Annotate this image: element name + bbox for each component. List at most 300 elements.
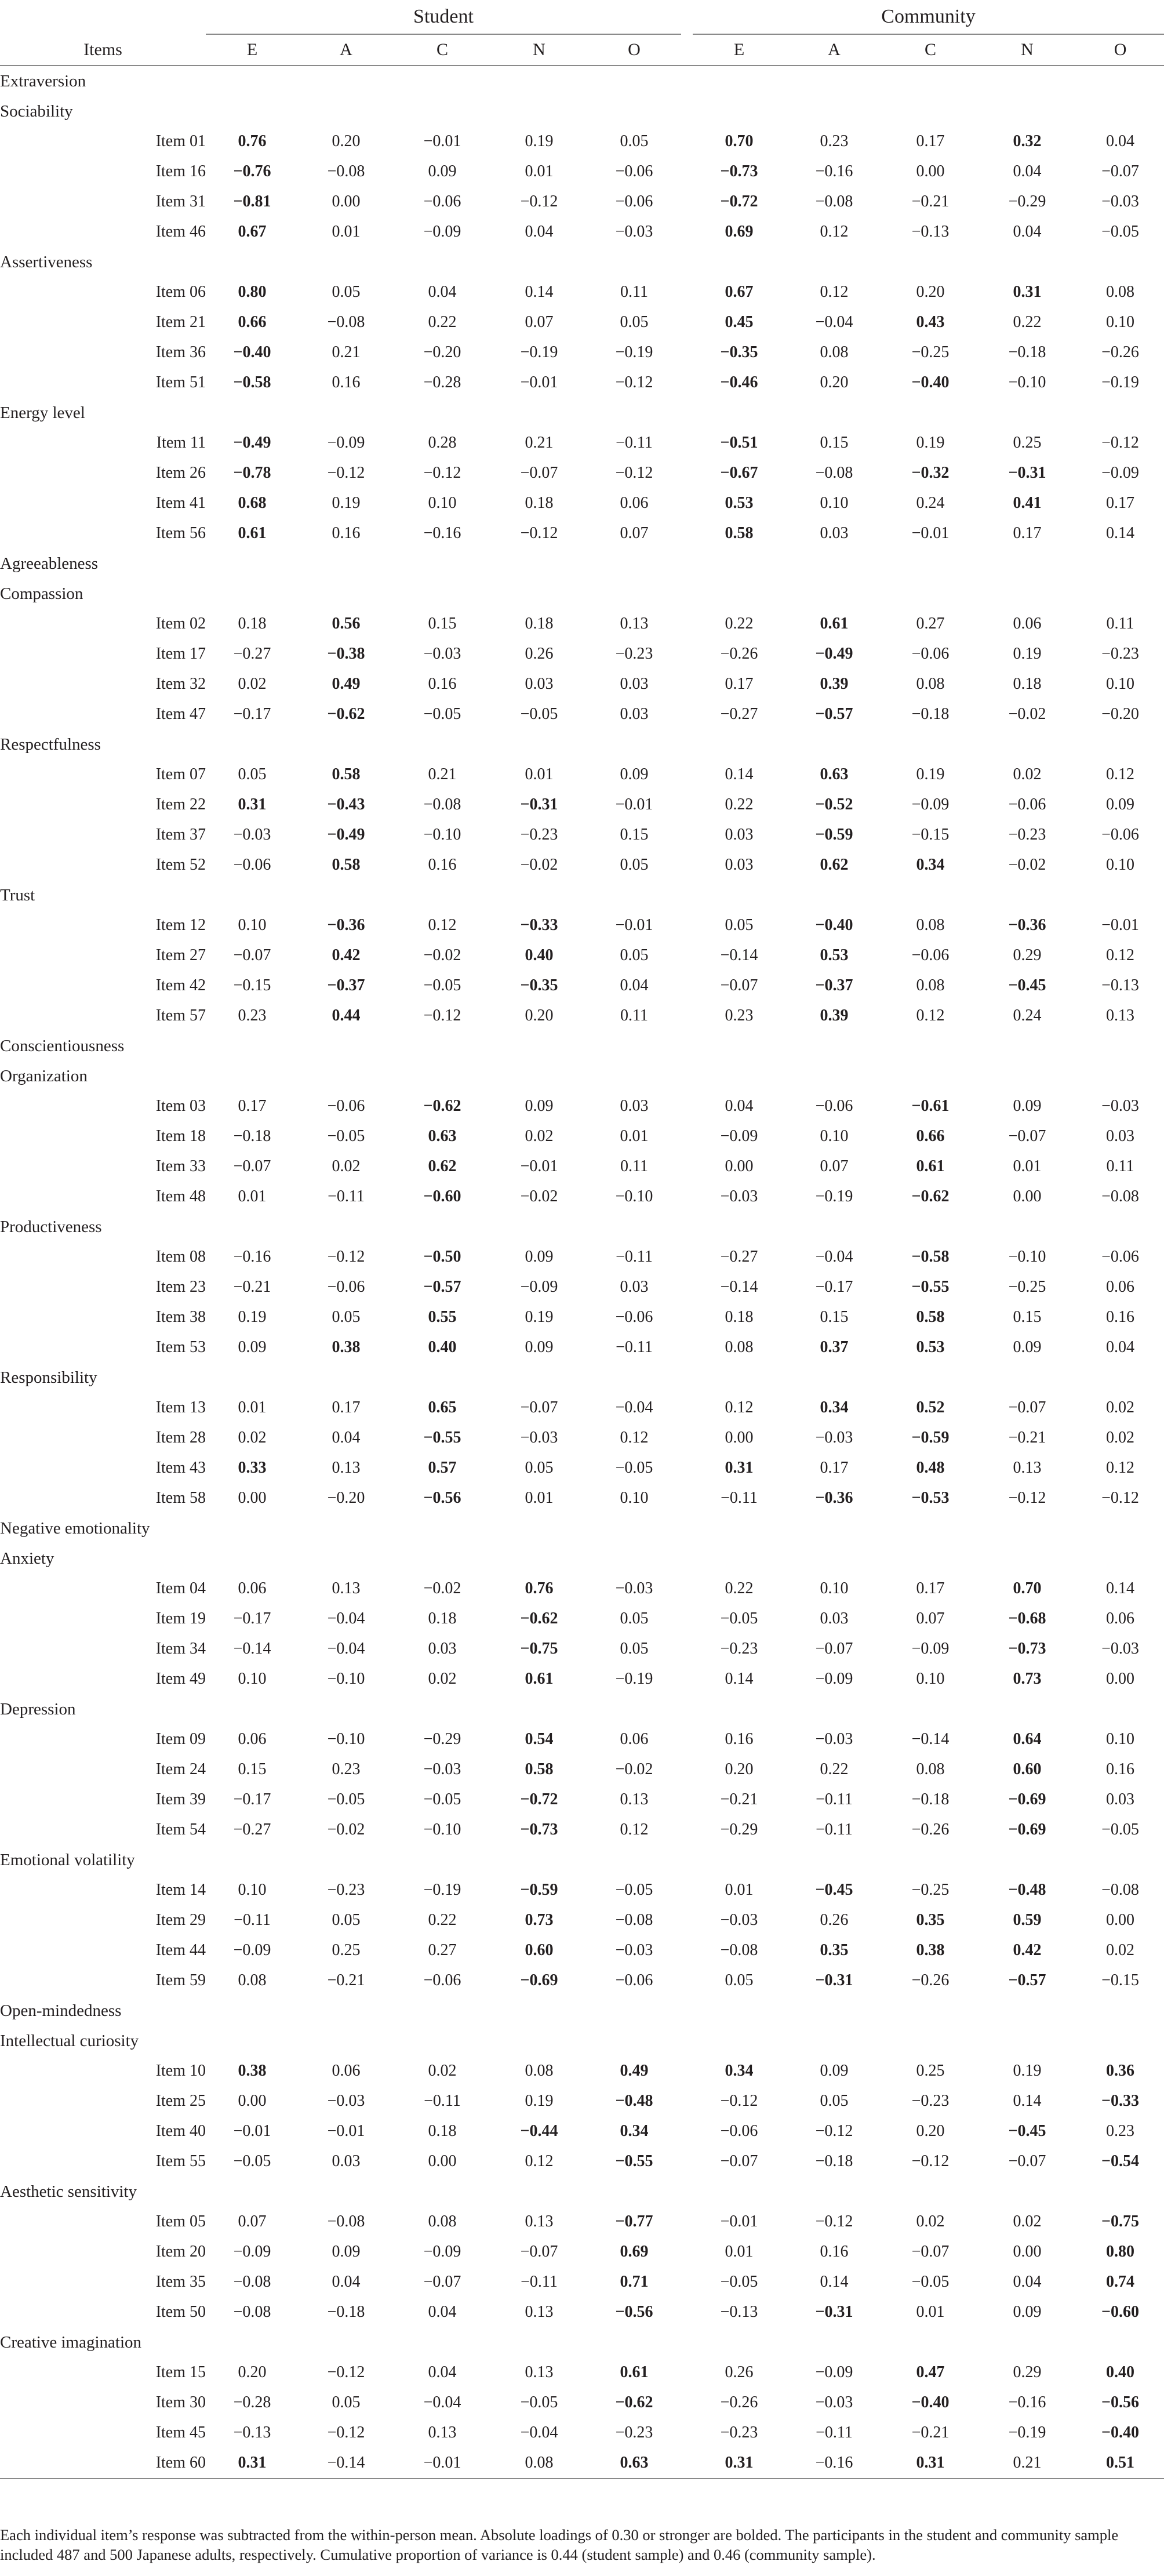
cell-gap — [681, 1242, 693, 1272]
loading-cell: −0.03 — [233, 826, 271, 844]
loading-cell: −0.06 — [615, 192, 653, 210]
loading-cell: 0.45 — [725, 313, 754, 331]
cell-gap — [681, 2237, 693, 2267]
loading-cell: 0.01 — [238, 1187, 267, 1205]
cell-gap — [681, 428, 693, 458]
facet-row — [0, 398, 1164, 428]
loading-cell: 0.31 — [206, 2448, 299, 2479]
loading-cell: 0.63 — [428, 1127, 457, 1145]
loading-cell: −0.75 — [520, 1640, 558, 1658]
loading-cell: 0.61 — [238, 524, 267, 542]
loading-cell: 0.53 — [725, 494, 754, 512]
item-row — [0, 1724, 1164, 1754]
loading-cell: 0.05 — [620, 856, 649, 874]
loading-cell: −0.07 — [233, 1157, 271, 1175]
facet-row — [0, 729, 1164, 760]
loading-cell: 0.16 — [1106, 1760, 1135, 1778]
group-gap — [681, 0, 693, 35]
item-row — [0, 1091, 1164, 1121]
loading-cell: −0.02 — [423, 946, 461, 964]
loading-cell: −0.11 — [328, 1187, 365, 1205]
item-row — [0, 760, 1164, 790]
loading-cell: −0.23 — [1008, 826, 1046, 844]
group-label: Community — [693, 0, 1164, 35]
loading-cell: 0.17 — [1013, 524, 1042, 542]
loading-cell: 0.10 — [1106, 675, 1135, 693]
loading-cell: 0.05 — [620, 1609, 649, 1627]
loading-cell: 0.09 — [428, 162, 457, 180]
loading-cell: 0.12 — [916, 1007, 945, 1024]
loading-cell: 0.14 — [525, 283, 554, 301]
item-label: Item 13 — [155, 1398, 206, 1416]
loading-cell: 0.25 — [916, 2062, 945, 2080]
loading-cell: −0.11 — [816, 2424, 853, 2441]
loading-cell: 0.60 — [1013, 1760, 1042, 1778]
loading-cell: −0.56 — [1101, 2393, 1139, 2411]
loading-cell: −0.07 — [423, 2273, 461, 2291]
loading-cell: −0.08 — [815, 192, 853, 210]
loading-cell: −0.12 — [815, 2212, 853, 2230]
item-row — [0, 910, 1164, 940]
loading-cell: 0.73 — [1013, 1670, 1042, 1688]
loading-cell: −0.15 — [233, 976, 271, 994]
loading-cell: −0.57 — [815, 705, 853, 723]
item-row — [0, 2448, 1164, 2479]
loading-cell: 0.04 — [1013, 2273, 1042, 2291]
loading-cell: −0.49 — [815, 645, 853, 663]
cell-gap — [681, 2448, 693, 2479]
loading-cell: 0.25 — [332, 1941, 361, 1959]
loading-cell: −0.53 — [911, 1489, 950, 1507]
loading-cell: 0.22 — [428, 313, 457, 331]
loading-cell: −0.12 — [615, 373, 653, 391]
loading-cell: 0.11 — [620, 1157, 648, 1175]
loading-cell: 0.06 — [1106, 1609, 1135, 1627]
loading-cell: −0.11 — [521, 2273, 558, 2291]
loading-cell: −0.12 — [815, 2122, 853, 2140]
loading-cell: −0.19 — [815, 1187, 853, 1205]
loading-cell: 0.08 — [820, 343, 849, 361]
loading-cell: 0.05 — [725, 916, 754, 934]
item-row — [0, 1423, 1164, 1453]
loading-cell: 0.27 — [916, 615, 945, 633]
loading-cell: 0.00 — [916, 162, 945, 180]
corner-cell — [0, 0, 206, 35]
loading-cell: −0.19 — [520, 343, 558, 361]
facet-label: Depression — [0, 1700, 76, 1718]
item-row — [0, 1634, 1164, 1664]
facet-row — [0, 96, 1164, 126]
item-row — [0, 1151, 1164, 1182]
loading-cell: −0.11 — [234, 1911, 271, 1929]
loading-cell: 0.34 — [725, 2062, 754, 2080]
loading-cell: 0.01 — [238, 1398, 267, 1416]
loading-cell: 0.12 — [620, 1821, 649, 1839]
loading-cell: 0.27 — [428, 1941, 457, 1959]
loading-cell: 0.25 — [1013, 434, 1042, 452]
item-label: Item 56 — [155, 524, 206, 542]
loading-cell: 0.12 — [620, 1429, 649, 1447]
loading-cell: 0.14 — [820, 2273, 849, 2291]
item-row — [0, 971, 1164, 1001]
facet-label: Energy level — [0, 404, 85, 422]
loading-cell: −0.06 — [233, 856, 271, 874]
loading-cell: 0.40 — [1106, 2363, 1135, 2381]
loading-cell: 0.17 — [332, 1398, 361, 1416]
item-label: Item 23 — [155, 1278, 206, 1296]
loading-cell: −0.08 — [615, 1911, 653, 1929]
cell-gap — [681, 669, 693, 699]
loading-cell: 0.02 — [525, 1127, 554, 1145]
loading-cell: 0.09 — [620, 765, 649, 783]
loading-cell: −0.08 — [327, 2212, 365, 2230]
loading-cell: −0.25 — [1008, 1278, 1046, 1296]
item-row — [0, 518, 1164, 548]
item-row — [0, 307, 1164, 337]
loading-cell: 0.06 — [1013, 615, 1042, 633]
loading-cell: 0.55 — [428, 1308, 457, 1326]
loading-cell: −0.26 — [911, 1971, 950, 1989]
loading-cell: −0.09 — [423, 223, 461, 241]
cell-gap — [681, 217, 693, 247]
cell-gap — [681, 1815, 693, 1845]
loading-cell: 0.13 — [428, 2424, 457, 2441]
loading-cell: −0.50 — [423, 1248, 461, 1266]
loading-cell: −0.12 — [615, 464, 653, 482]
loading-cell: −0.18 — [911, 1790, 950, 1808]
loading-cell: 0.68 — [238, 494, 267, 512]
loading-cell: −0.29 — [1008, 192, 1046, 210]
loading-cell: −0.21 — [720, 1790, 758, 1808]
item-label: Item 45 — [155, 2424, 206, 2441]
domain-label: Agreeableness — [0, 554, 99, 573]
loading-cell: 0.16 — [820, 2243, 849, 2261]
loading-cell: −0.21 — [233, 1278, 271, 1296]
loading-cell: 0.76 — [525, 1579, 554, 1597]
loading-cell: −0.35 — [720, 343, 758, 361]
loading-cell: −0.13 — [233, 2424, 271, 2441]
cell-gap — [681, 2297, 693, 2327]
item-row — [0, 699, 1164, 729]
loading-cell: −0.11 — [616, 1338, 653, 1356]
loading-cell: 0.04 — [1013, 162, 1042, 180]
domain-row — [0, 1996, 1164, 2026]
item-label: Item 51 — [155, 373, 206, 391]
item-row — [0, 1272, 1164, 1302]
loading-cell: 0.07 — [525, 313, 554, 331]
loading-cell: −0.03 — [720, 1187, 758, 1205]
loading-cell: 0.01 — [525, 765, 554, 783]
loading-cell: −0.28 — [423, 373, 461, 391]
facet-label: Assertiveness — [0, 253, 93, 271]
loading-cell: 0.18 — [525, 494, 554, 512]
cell-gap — [681, 1121, 693, 1151]
item-row — [0, 157, 1164, 187]
loading-cell: 0.70 — [1013, 1579, 1042, 1597]
loading-cell: 0.57 — [428, 1459, 457, 1477]
cell-gap — [681, 1785, 693, 1815]
item-label: Item 22 — [155, 795, 206, 813]
group-label: Student — [206, 0, 681, 35]
loading-cell: 0.11 — [620, 1007, 648, 1024]
loading-cell: 0.11 — [620, 283, 648, 301]
loading-cell: 0.58 — [725, 524, 754, 542]
loading-cell: −0.03 — [815, 1730, 853, 1748]
loading-cell: 0.74 — [1106, 2273, 1135, 2291]
loading-cell: −0.59 — [911, 1429, 950, 1447]
item-row — [0, 1453, 1164, 1483]
loading-cell: −0.60 — [423, 1187, 461, 1205]
loading-cell: 0.56 — [332, 615, 361, 633]
loading-cell: 0.19 — [1013, 645, 1042, 663]
loading-cell: 0.61 — [916, 1157, 945, 1175]
loading-cell: −0.01 — [423, 132, 461, 150]
item-row — [0, 1935, 1164, 1965]
loading-cell: 0.33 — [238, 1459, 267, 1477]
loading-cell: −0.49 — [327, 826, 365, 844]
loading-cell: 0.08 — [916, 976, 945, 994]
loading-cell: −0.06 — [615, 1971, 653, 1989]
loading-cell: −0.04 — [815, 1248, 853, 1266]
loading-cell: 0.04 — [1013, 223, 1042, 241]
loading-cell: 0.04 — [1106, 1338, 1135, 1356]
loading-cell: −0.05 — [423, 705, 461, 723]
loading-cell: −0.14 — [299, 2448, 394, 2479]
facet-label: Sociability — [0, 102, 73, 121]
loading-cell: 0.13 — [525, 2363, 554, 2381]
loading-cell: −0.43 — [327, 795, 365, 813]
loading-cell: −0.05 — [911, 2273, 950, 2291]
loading-cell: −0.31 — [815, 1971, 853, 1989]
loading-cell: 0.13 — [525, 2303, 554, 2321]
loading-cell: 0.58 — [525, 1760, 554, 1778]
item-row — [0, 458, 1164, 488]
loading-cell: 0.10 — [428, 494, 457, 512]
loading-cell: −0.14 — [720, 946, 758, 964]
cell-gap — [681, 760, 693, 790]
loading-cell: 0.48 — [916, 1459, 945, 1477]
loading-cell: 0.40 — [525, 946, 554, 964]
loading-cell: −0.05 — [720, 2273, 758, 2291]
loading-cell: 0.07 — [620, 524, 649, 542]
loading-cell: −0.03 — [423, 1760, 461, 1778]
loading-cell: 0.80 — [1106, 2243, 1135, 2261]
loading-cell: −0.56 — [423, 1489, 461, 1507]
cell-gap — [681, 1604, 693, 1634]
loading-cell: 0.16 — [1106, 1308, 1135, 1326]
loading-cell: 0.19 — [1013, 2062, 1042, 2080]
loading-cell: −0.26 — [911, 1821, 950, 1839]
loading-cell: 0.10 — [238, 916, 267, 934]
item-label: Item 41 — [155, 494, 206, 512]
loading-cell: 0.02 — [238, 1429, 267, 1447]
loading-cell: 0.03 — [725, 826, 754, 844]
loading-cell: −0.07 — [520, 1398, 558, 1416]
loading-cell: 0.26 — [725, 2363, 754, 2381]
loading-cell: 0.38 — [916, 1941, 945, 1959]
loading-cell: −0.18 — [233, 1127, 271, 1145]
loading-cell: 0.01 — [725, 1881, 754, 1899]
loading-cell: 0.62 — [820, 856, 849, 874]
facet-row — [0, 579, 1164, 609]
loading-cell: −0.03 — [615, 1579, 653, 1597]
loading-cell: −0.12 — [327, 2424, 365, 2441]
loading-cell: 0.03 — [525, 675, 554, 693]
loading-cell: −0.16 — [1008, 2393, 1046, 2411]
cell-gap — [681, 1965, 693, 1996]
cell-gap — [681, 2207, 693, 2237]
loading-cell: −0.69 — [520, 1971, 558, 1989]
item-label: Item 26 — [155, 464, 206, 482]
loading-cell: −0.07 — [720, 2152, 758, 2170]
loading-cell: 0.38 — [332, 1338, 361, 1356]
cell-gap — [681, 1272, 693, 1302]
loading-cell: −0.62 — [520, 1609, 558, 1627]
cell-gap — [681, 488, 693, 518]
item-label: Item 09 — [155, 1730, 206, 1748]
loading-cell: 0.39 — [820, 675, 849, 693]
loading-cell: −0.23 — [615, 645, 653, 663]
loading-cell: −0.06 — [615, 1308, 653, 1326]
loading-cell: 0.21 — [525, 434, 554, 452]
loading-cell: −0.36 — [1008, 916, 1046, 934]
loading-cell: 0.05 — [332, 1911, 361, 1929]
loading-cell: 0.09 — [238, 1338, 267, 1356]
loading-cell: −0.06 — [815, 1097, 853, 1115]
item-row — [0, 2207, 1164, 2237]
loading-cell: 0.12 — [1106, 1459, 1135, 1477]
loading-cell: 0.02 — [428, 2062, 457, 2080]
loading-cell: 0.18 — [428, 2122, 457, 2140]
loading-cell: 0.08 — [491, 2448, 587, 2479]
loading-cell: 0.80 — [238, 283, 267, 301]
item-label: Item 48 — [155, 1187, 206, 1205]
loading-cell: −0.69 — [1008, 1790, 1046, 1808]
loading-cell: −0.11 — [816, 1790, 853, 1808]
loading-cell: −0.17 — [815, 1278, 853, 1296]
loading-cell: −0.05 — [423, 976, 461, 994]
loading-cell: −0.36 — [327, 916, 365, 934]
loading-cell: 0.05 — [620, 313, 649, 331]
item-row — [0, 1754, 1164, 1785]
loading-cell: −0.07 — [233, 946, 271, 964]
loading-cell: 0.40 — [428, 1338, 457, 1356]
loading-cell: −0.14 — [720, 1278, 758, 1296]
cell-gap — [681, 1182, 693, 1212]
loading-cell: −0.46 — [720, 373, 758, 391]
loading-cell: 0.10 — [1106, 856, 1135, 874]
item-label: Item 06 — [155, 283, 206, 301]
loading-cell: −0.48 — [615, 2092, 653, 2110]
cell-gap — [681, 126, 693, 157]
item-row — [0, 277, 1164, 307]
loading-cell: 0.05 — [820, 2092, 849, 2110]
loading-cell: −0.02 — [1008, 705, 1046, 723]
loading-cell: 0.53 — [916, 1338, 945, 1356]
item-row — [0, 1242, 1164, 1272]
cell-gap — [681, 1724, 693, 1754]
loading-cell: −0.04 — [327, 1640, 365, 1658]
loading-cell: 0.22 — [725, 1579, 754, 1597]
loading-cell: 0.36 — [1106, 2062, 1135, 2080]
loading-cell: 0.31 — [883, 2448, 978, 2479]
item-label: Item 38 — [155, 1308, 206, 1326]
loading-cell: 0.04 — [428, 2363, 457, 2381]
facet-label: Compassion — [0, 584, 83, 603]
loading-cell: 0.02 — [916, 2212, 945, 2230]
loading-cell: 0.13 — [525, 2212, 554, 2230]
cell-gap — [681, 337, 693, 368]
loading-cell: 0.53 — [820, 946, 849, 964]
item-row — [0, 2086, 1164, 2116]
loading-cell: −0.03 — [327, 2092, 365, 2110]
item-label: Item 28 — [155, 1429, 206, 1447]
loading-cell: 0.03 — [820, 1609, 849, 1627]
facet-label: Organization — [0, 1067, 88, 1085]
loading-cell: 0.13 — [332, 1579, 361, 1597]
loading-cell: −0.07 — [911, 2243, 950, 2261]
loading-cell: −0.40 — [1101, 2424, 1139, 2441]
loading-cell: 0.08 — [916, 1760, 945, 1778]
column-header-row — [0, 35, 1164, 66]
loading-cell: 0.08 — [1106, 283, 1135, 301]
loading-cell: −0.09 — [815, 2363, 853, 2381]
loading-cell: −0.15 — [911, 826, 950, 844]
loading-cell: 0.02 — [238, 675, 267, 693]
loading-cell: −0.49 — [233, 434, 271, 452]
loading-cell: −0.72 — [720, 192, 758, 210]
item-row — [0, 2056, 1164, 2086]
item-label: Item 07 — [155, 765, 206, 783]
trait-column-header: A — [299, 35, 394, 66]
loading-cell: −0.07 — [1008, 1127, 1046, 1145]
cell-gap — [681, 850, 693, 880]
item-label: Item 58 — [155, 1489, 206, 1507]
loading-cell: −0.15 — [1101, 1971, 1139, 1989]
loading-cell: 0.04 — [428, 283, 457, 301]
trait-column-header: O — [1076, 35, 1164, 66]
loading-cell: −0.03 — [615, 1941, 653, 1959]
loading-cell: −0.08 — [327, 162, 365, 180]
loading-cell: −0.44 — [520, 2122, 558, 2140]
loading-cell: 0.61 — [620, 2363, 649, 2381]
loading-cell: 0.32 — [1013, 132, 1042, 150]
loading-cell: −0.12 — [1101, 434, 1139, 452]
item-label: Item 10 — [155, 2062, 206, 2080]
loading-cell: −0.23 — [1101, 645, 1139, 663]
loading-cell: 0.22 — [820, 1760, 849, 1778]
loading-cell: 0.04 — [332, 2273, 361, 2291]
item-row — [0, 940, 1164, 971]
item-row — [0, 217, 1164, 247]
loading-cell: 0.05 — [238, 765, 267, 783]
loading-cell: −0.45 — [815, 1881, 853, 1899]
item-label: Item 54 — [155, 1821, 206, 1839]
cell-gap — [681, 307, 693, 337]
loading-cell: 0.08 — [525, 2062, 554, 2080]
facet-row — [0, 1543, 1164, 1574]
loading-cell: −0.18 — [911, 705, 950, 723]
cell-gap — [681, 1634, 693, 1664]
loading-cell: −0.25 — [911, 1881, 950, 1899]
loading-cell: 0.09 — [1013, 1097, 1042, 1115]
loading-cell: −0.08 — [233, 2273, 271, 2291]
loading-cell: 0.06 — [238, 1730, 267, 1748]
facet-row — [0, 247, 1164, 277]
loading-cell: −0.37 — [815, 976, 853, 994]
loading-cell: −0.10 — [423, 826, 461, 844]
facet-row — [0, 1363, 1164, 1393]
